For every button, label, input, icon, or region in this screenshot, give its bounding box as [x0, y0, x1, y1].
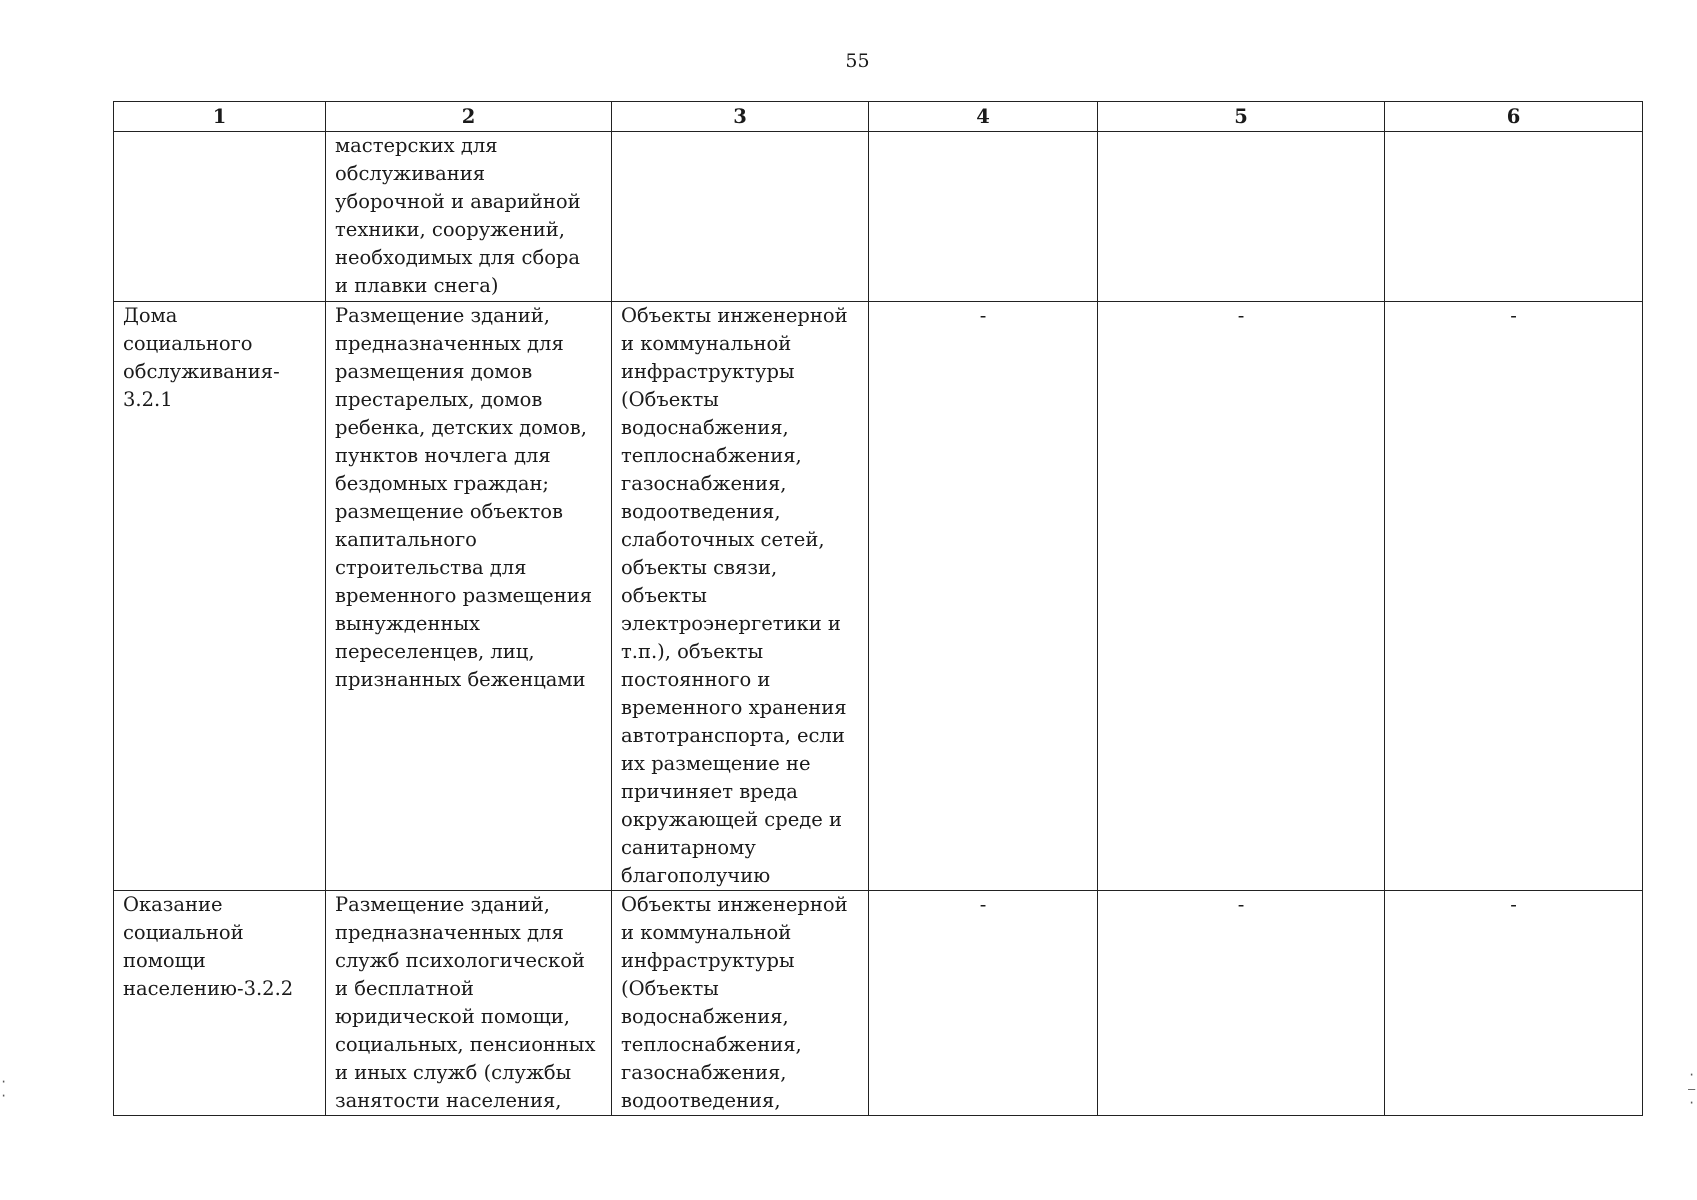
cell-name: [114, 132, 326, 302]
cell-col-4: -: [869, 891, 1098, 1116]
cell-description: Размещение зданий, предназначенных для размещения домов престарелых, домов ребенка, детских домов, пунктов ночлега для бездомных граждан; размещение объектов капитального строительства для временного размещения вынужденных переселенцев, лиц, признанных беженцами: [326, 302, 612, 891]
document-table: [113, 101, 1643, 1116]
cell-name: Оказание социальной помощи населению-3.2.2: [114, 891, 326, 1116]
page-number: 55: [845, 50, 870, 72]
table-row: [114, 891, 1643, 1116]
header-row: [114, 102, 1643, 132]
cell-col-6: [1385, 132, 1643, 302]
table-row: [114, 132, 1643, 302]
cell-auxiliary-uses: Объекты инженерной и коммунальной инфраструктуры (Объекты водоснабжения, теплоснабжения, газоснабжения, водоотведения, слаботочных сетей, объекты связи, объекты электроэнергетики и т.п.), объекты постоянного и временного хранения автотранспорта, если их размещение не причиняет вреда окружающей среде и санитарному благополучию: [612, 302, 869, 891]
cell-col-6: -: [1385, 302, 1643, 891]
cell-col-5: -: [1098, 891, 1385, 1116]
cell-description: мастерских для обслуживания уборочной и аварийной техники, сооружений, необходимых для сбора и плавки снега): [326, 132, 612, 302]
table-header: [114, 102, 1643, 132]
cell-auxiliary-uses: [612, 132, 869, 302]
header-col-4: 4: [869, 102, 1098, 132]
cell-col-5: [1098, 132, 1385, 302]
table-row: [114, 302, 1643, 891]
cell-description: Размещение зданий, предназначенных для служб психологической и бесплатной юридической помощи, социальных, пенсионных и иных служб (службы занятости населения,: [326, 891, 612, 1116]
cell-col-6: -: [1385, 891, 1643, 1116]
header-col-6: 6: [1385, 102, 1643, 132]
cell-col-4: -: [869, 302, 1098, 891]
header-col-5: 5: [1098, 102, 1385, 132]
header-col-2: 2: [326, 102, 612, 132]
left-edge-mark: · ·: [0, 1075, 8, 1103]
cell-auxiliary-uses: Объекты инженерной и коммунальной инфраструктуры (Объекты водоснабжения, теплоснабжения, газоснабжения, водоотведения,: [612, 891, 869, 1116]
table-body: [114, 132, 1643, 1116]
cell-col-4: [869, 132, 1098, 302]
cell-col-5: -: [1098, 302, 1385, 891]
right-edge-mark: · — ·: [1688, 1068, 1696, 1110]
header-col-3: 3: [612, 102, 869, 132]
cell-name: Дома социального обслуживания- 3.2.1: [114, 302, 326, 891]
header-col-1: 1: [114, 102, 326, 132]
